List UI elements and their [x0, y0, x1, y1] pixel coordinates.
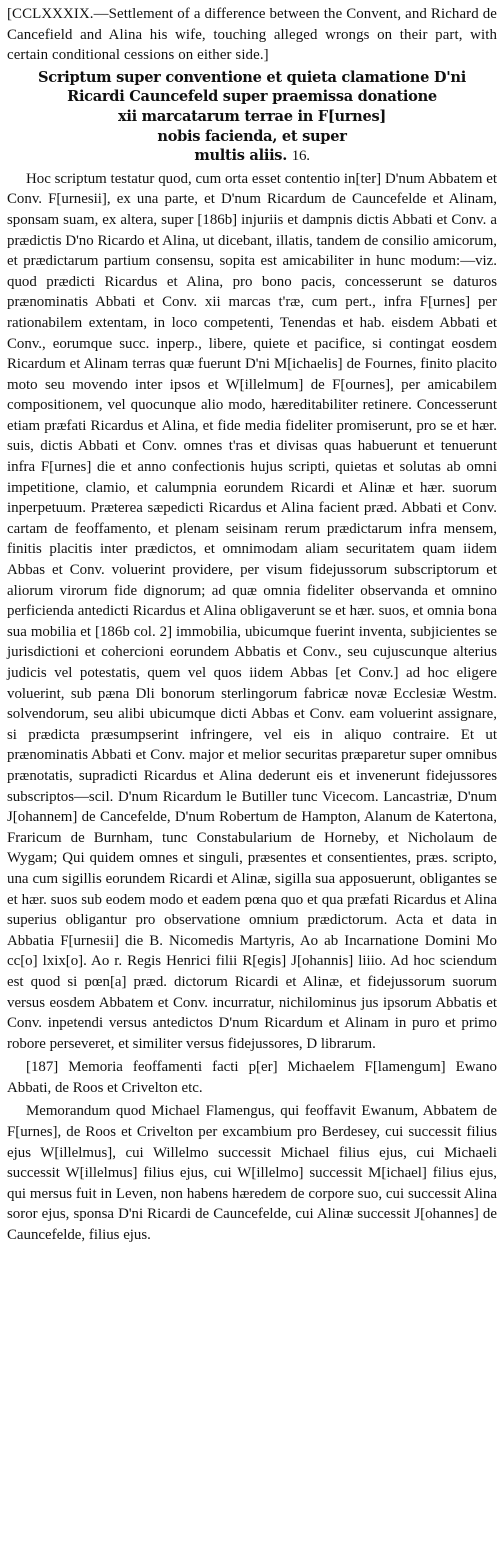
- rubric-number: 16.: [291, 148, 310, 165]
- rubric-line-2: Ricardi Cauncefeld super praemissa donatione: [67, 88, 437, 106]
- rubric-line-5: [7, 146, 497, 167]
- charter-rubric: [7, 68, 497, 167]
- charter-main-paragraph: Hoc scriptum testatur quod, cum orta esset contentio in[ter] D'num Abbatem et Conv. F[urnesii], ex una parte, et D'num Ricardum de Cauncefelde et Alinam, sponsam suam, ex altera, super [186b] injuriis et dampnis dictis Abbati et Conv. a prædictis D'no Ricardo et Alina, ut dicebant, illatis, tandem de consilio amicorum, et prædictarum partium consensu, sopita est amicabiliter in hunc modum:—viz. quod prædicti Ricardus et Alina, pro bono pacis, concesserunt se daturos prænominatis Abbati et Conv. xii marcas t'ræ, cum pert., infra F[urnes] per rationabilem extentam, in loco competenti, Tenendas et hab. eisdem Abbati et Conv., eorumque succ. inperp., libere, quiete et pacifice, si contingat eosdem Ricardum et Alinam terras quæ fuerunt D'ni M[ichaelis] de Fournes, finito placito moto seu movendo inter ipsos et W[illelmum] de F[ournes], per amicabilem compositionem, vel quocunque alio modo, hæreditabiliter retinere. Concesserunt etiam præfati Ricardus et Alina, et fide media fideliter promiserunt, pro se et hær. suis, dictis Abbati et Conv. omnes t'ras et divisas quas habuerunt et tenuerunt infra F[urnes] die et anno confectionis hujus scripti, quietas et solutas ab omni impetitione, clamio, et calumpnia eorundem Ricardi et Alinæ et hær. suorum inperpetuum. Præterea sæpedicti Ricardus et Alina facient præd. Abbati et Conv. cartam de feoffamento, et plenam seisinam rerum prædictarum infra mensem, finitis placitis inter prædictos, et omnimodam aliam securitatem quam iidem Abbas et Conv. voluerint providere, per visum fidejussorum subscriptorum et aliorum virorum fide dignorum; ad quæ omnia fideliter observanda et omnino perficienda antedicti Ricardus et Alina obligaverunt se et hær. suos, et omnia bona sua mobilia et [186b col. 2] immobilia, ubicumque fuerint inventa, subjicientes se jurisdictioni et cohercioni eorundem Abbatis et Conv., seu cujuscunque alterius judicis vel potestatis, quem vel quos iidem Abbas [et Conv.] ad hoc eligere voluerint, sub pæna Dli bonorum sterlingorum fabricæ novæ Ecclesiæ Westm. solvendorum, seu alibi ubicumque dicti Abbas et Conv. eam voluerint assignare, si prædicta præsumpserint infringere, vel eis in aliquo contraire. Et ut prænominatis Abbati et Conv. major et melior securitas præparetur super omnibus prænotatis, supradicti Ricardus et Alina dederunt eis et invenerunt fidejussores subscriptos—scil. D'num Ricardum le Butiller tunc Vicecom. Lancastriæ, D'num J[ohannem] de Cancefelde, D'num Robertum de Hampton, Alanum de Katertona, Fraricum de Burnham, tunc Constabularium de Horneby, et Nicholaum de Wygam; Qui quidem omnes et singuli, præsentes et consentientes, præs. scripto, una cum sigillis eorundem Ricardi et Alinæ, sigilla sua apposuerunt, obligantes se et hær. suos sub eodem modo et eadem pœna quo et qua præfati Ricardus et Alina superius obligantur pro observatione omnium prædictorum. Acta et data in Abbatia F[urnesii] die B. Nicomedis Martyris, Ao ab Incarnatione Domini Mo cc[o] lxix[o]. Ao r. Regis Henrici filii R[egis] J[ohannis] liiio. Ad hoc sciendum est quod si pœn[a] præd. dictorum Ricardi et Alinæ, et fidejussorum suorum versus eosdem Abbatem et Conv. incurratur, nichilominus jus ipsorum Abbatis et Conv. inpetendi versus antedictos D'num Ricardum et Alinam in puro et primo robore perseveret, et similiter versus fidejussores, D librarum.: [7, 170, 497, 1052]
- reference-paragraph: [187] Memoria feoffamenti facti p[er] Michaelem F[lamengum] Ewano Abbati, de Roos et Crivelton etc.: [7, 1059, 497, 1096]
- charter-heading-text: [CCLXXXIX.—Settlement of a difference between the Convent, and Richard de Cancefield and Alina his wife, touching alleged wrongs on their part, with certain conditional cessions on either side.]: [7, 6, 497, 64]
- charter-heading: [7, 4, 497, 66]
- memorandum-paragraph: Memorandum quod Michael Flamengus, qui feoffavit Ewanum, Abbatem de F[urnes], de Roos et Crivelton per excambium pro Berdesey, cui successit filius ejus W[illelmus], cui Willelmo successit Michael filius ejus, cui Michaeli successit W[illelmus] filius ejus, cui W[illelmo] successit M[ichael] filius ejus, qui mersus fuit in Leven, non habens hæredem de corpore suo, cui successit Alina soror ejus, sponsa D'ni Ricardi de Cauncefelde, cui Alinæ successit J[ohannes] de Cauncefelde, filius ejus.: [7, 1103, 497, 1244]
- rubric-line-1: Scriptum super conventione et quieta clamatione D'ni: [38, 68, 466, 86]
- rubric-line-3: xii marcatarum terrae in F[urnes]: [118, 107, 386, 125]
- rubric-last-text: multis aliis.: [194, 147, 288, 165]
- rubric-line-4: nobis facienda, et super: [157, 127, 347, 145]
